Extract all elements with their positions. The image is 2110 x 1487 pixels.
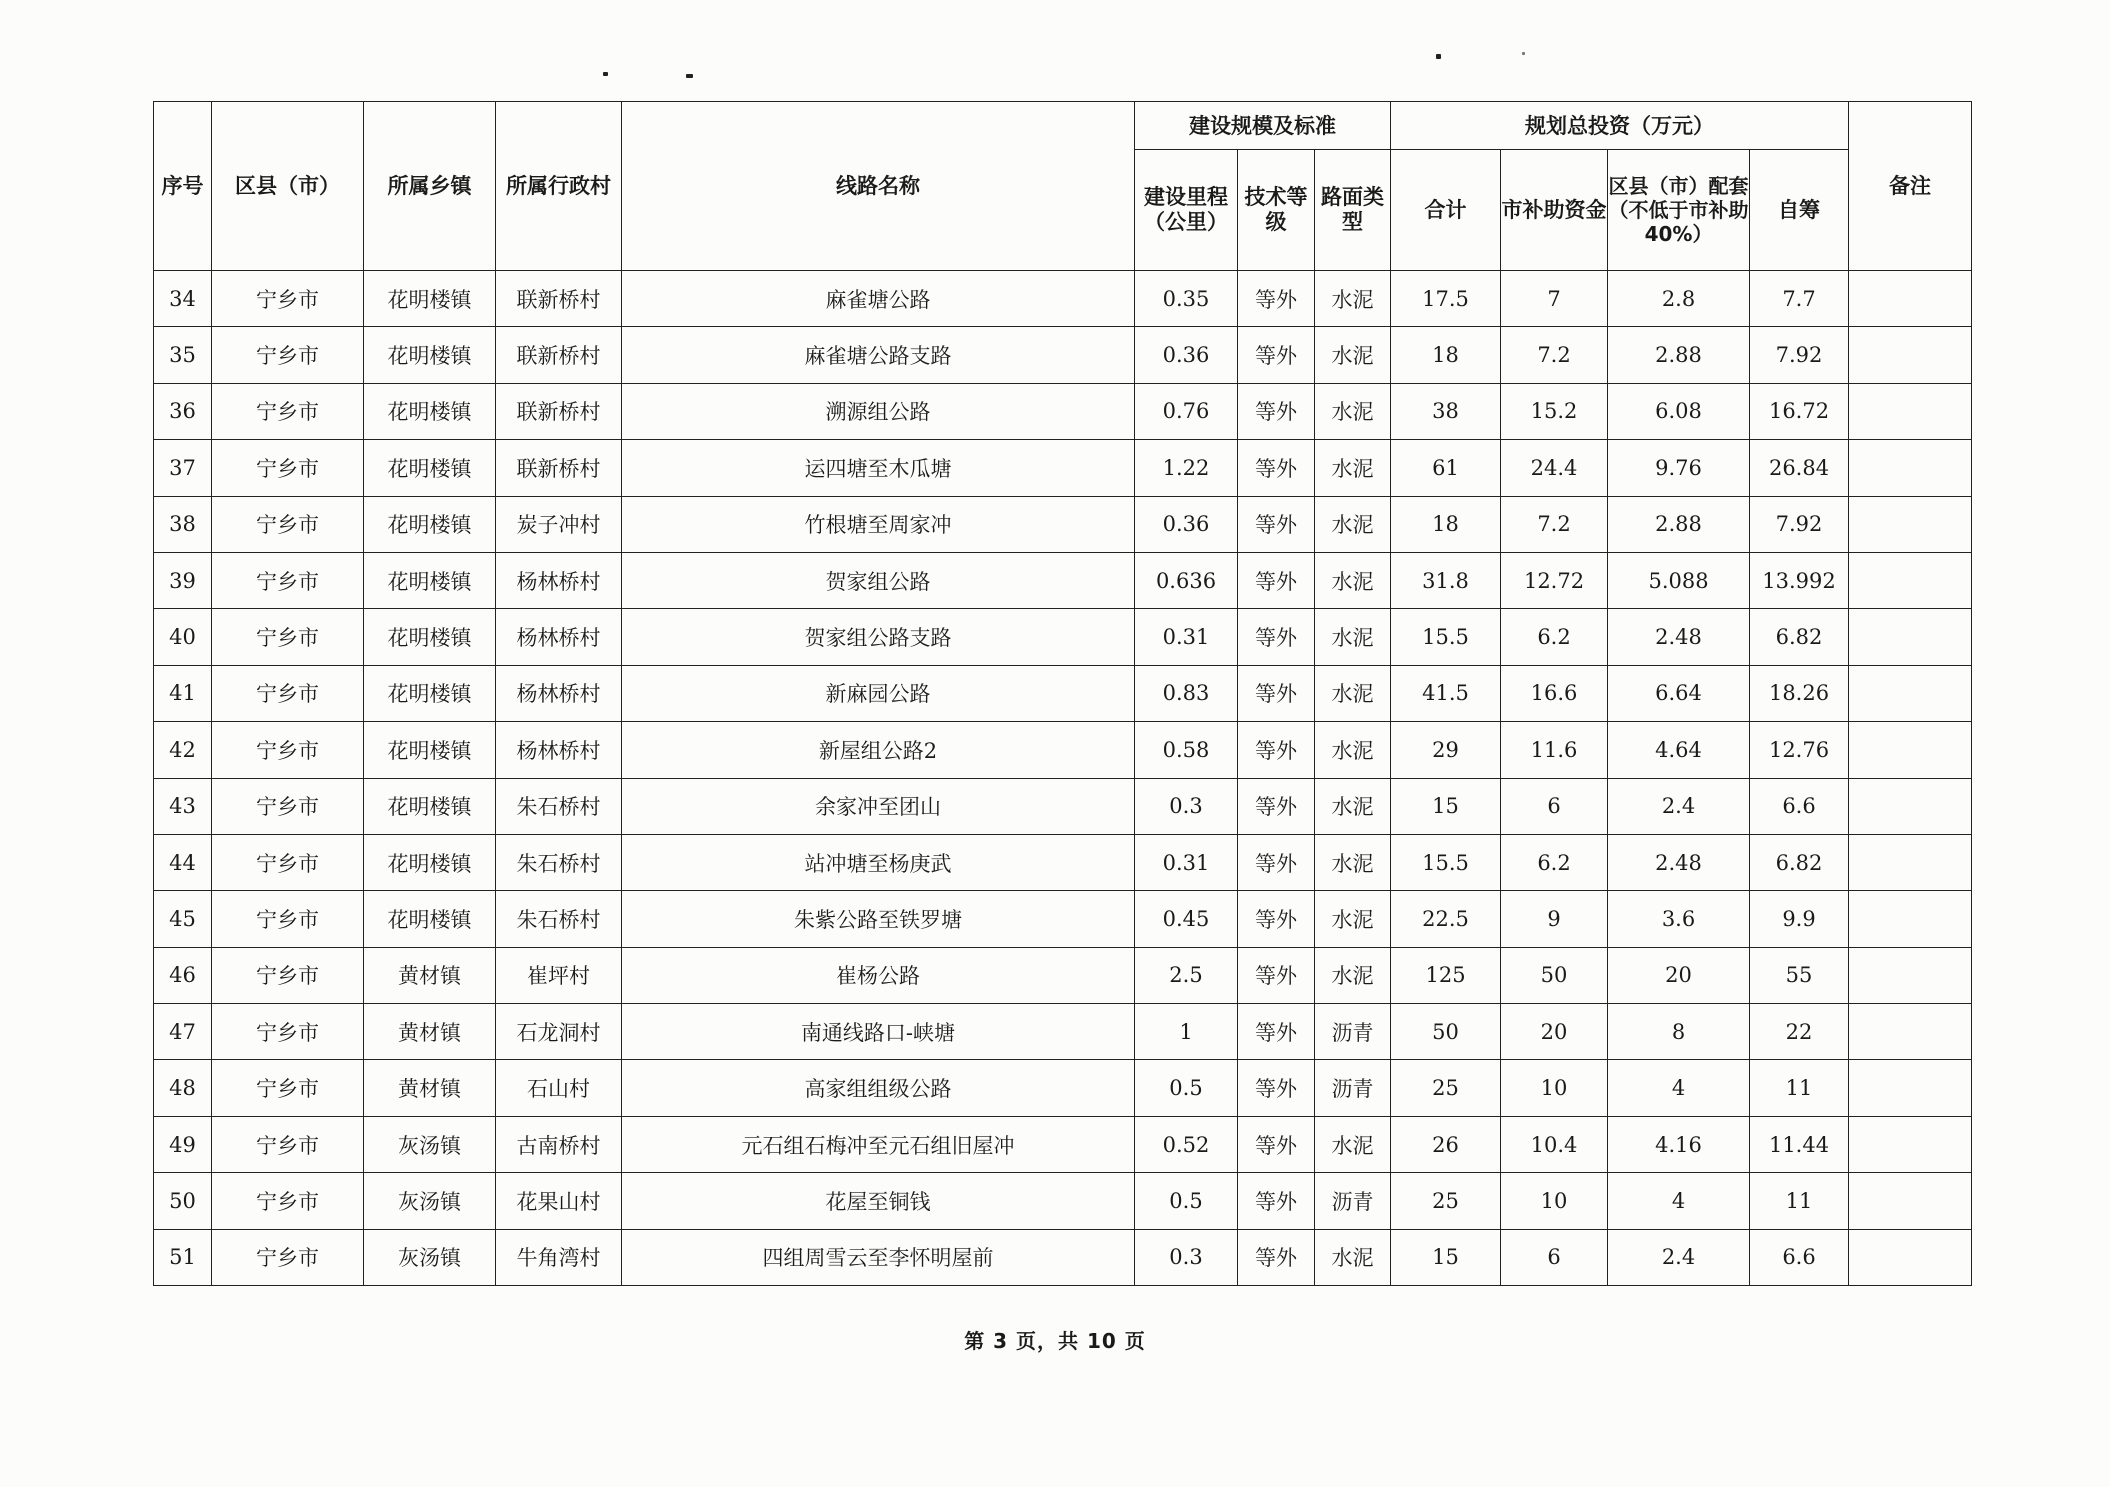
cell-total: 31.8 [1391,552,1501,608]
cell-road: 南通线路口-峡塘 [622,1004,1135,1060]
cell-self: 6.6 [1750,778,1849,834]
cell-city: 6.2 [1501,834,1608,890]
table-row [154,496,1972,552]
table-row [154,1229,1972,1285]
cell-self: 26.84 [1750,440,1849,496]
cell-match: 2.48 [1608,609,1750,665]
header-seq: 序号 [154,102,212,271]
cell-town: 花明楼镇 [364,383,496,439]
cell-village: 炭子冲村 [496,496,622,552]
cell-seq: 48 [154,1060,212,1116]
cell-surface: 沥青 [1315,1173,1391,1229]
cell-grade: 等外 [1238,1229,1315,1285]
cell-seq: 50 [154,1173,212,1229]
cell-village: 杨林桥村 [496,665,622,721]
cell-length: 0.31 [1135,609,1238,665]
cell-note [1849,891,1972,947]
cell-city: 10 [1501,1060,1608,1116]
cell-self: 11.44 [1750,1116,1849,1172]
cell-county: 宁乡市 [212,778,364,834]
header-self-raised: 自筹 [1750,150,1849,271]
cell-road: 麻雀塘公路支路 [622,327,1135,383]
cell-road: 贺家组公路支路 [622,609,1135,665]
cell-surface: 水泥 [1315,947,1391,1003]
cell-city: 12.72 [1501,552,1608,608]
table-row [154,1060,1972,1116]
cell-surface: 水泥 [1315,552,1391,608]
cell-surface: 水泥 [1315,383,1391,439]
cell-city: 24.4 [1501,440,1608,496]
cell-total: 125 [1391,947,1501,1003]
cell-self: 7.92 [1750,327,1849,383]
cell-self: 55 [1750,947,1849,1003]
cell-seq: 41 [154,665,212,721]
cell-grade: 等外 [1238,665,1315,721]
cell-grade: 等外 [1238,609,1315,665]
cell-town: 花明楼镇 [364,271,496,327]
cell-match: 20 [1608,947,1750,1003]
cell-self: 6.82 [1750,609,1849,665]
cell-match: 4.64 [1608,722,1750,778]
cell-seq: 37 [154,440,212,496]
cell-length: 0.45 [1135,891,1238,947]
cell-self: 18.26 [1750,665,1849,721]
cell-town: 灰汤镇 [364,1116,496,1172]
cell-match: 2.48 [1608,834,1750,890]
cell-surface: 水泥 [1315,609,1391,665]
cell-village: 石山村 [496,1060,622,1116]
cell-note [1849,947,1972,1003]
cell-match: 2.8 [1608,271,1750,327]
cell-total: 61 [1391,440,1501,496]
cell-road: 站冲塘至杨庚武 [622,834,1135,890]
cell-village: 联新桥村 [496,383,622,439]
cell-city: 10.4 [1501,1116,1608,1172]
cell-length: 0.5 [1135,1173,1238,1229]
cell-total: 25 [1391,1173,1501,1229]
cell-town: 花明楼镇 [364,665,496,721]
cell-road: 朱紫公路至铁罗塘 [622,891,1135,947]
table-body [154,271,1972,1286]
header-length: 建设里程（公里） [1135,150,1238,271]
cell-note [1849,609,1972,665]
cell-city: 7.2 [1501,327,1608,383]
cell-town: 灰汤镇 [364,1173,496,1229]
cell-seq: 34 [154,271,212,327]
cell-seq: 45 [154,891,212,947]
cell-length: 0.3 [1135,1229,1238,1285]
page-number: 第 3 页，共 10 页 [964,1329,1146,1353]
cell-road: 新屋组公路2 [622,722,1135,778]
cell-total: 17.5 [1391,271,1501,327]
cell-seq: 42 [154,722,212,778]
cell-grade: 等外 [1238,1004,1315,1060]
header-road-name: 线路名称 [622,102,1135,271]
cell-city: 7.2 [1501,496,1608,552]
cell-total: 15.5 [1391,834,1501,890]
cell-self: 12.76 [1750,722,1849,778]
cell-seq: 46 [154,947,212,1003]
header-scale-group: 建设规模及标准 [1135,102,1391,150]
cell-total: 18 [1391,496,1501,552]
cell-village: 朱石桥村 [496,778,622,834]
cell-seq: 36 [154,383,212,439]
cell-surface: 水泥 [1315,496,1391,552]
cell-note [1849,271,1972,327]
cell-county: 宁乡市 [212,383,364,439]
cell-length: 0.83 [1135,665,1238,721]
cell-city: 6 [1501,778,1608,834]
cell-town: 黄材镇 [364,1060,496,1116]
table-row [154,947,1972,1003]
cell-note [1849,440,1972,496]
cell-total: 26 [1391,1116,1501,1172]
cell-village: 杨林桥村 [496,552,622,608]
cell-county: 宁乡市 [212,1229,364,1285]
cell-total: 22.5 [1391,891,1501,947]
cell-village: 崔坪村 [496,947,622,1003]
cell-seq: 38 [154,496,212,552]
cell-self: 16.72 [1750,383,1849,439]
cell-surface: 沥青 [1315,1060,1391,1116]
cell-self: 6.82 [1750,834,1849,890]
cell-city: 9 [1501,891,1608,947]
header-village: 所属行政村 [496,102,622,271]
cell-road: 竹根塘至周家冲 [622,496,1135,552]
cell-total: 50 [1391,1004,1501,1060]
cell-length: 1.22 [1135,440,1238,496]
table-row [154,891,1972,947]
cell-grade: 等外 [1238,778,1315,834]
cell-village: 朱石桥村 [496,891,622,947]
cell-road: 运四塘至木瓜塘 [622,440,1135,496]
cell-note [1849,1229,1972,1285]
cell-total: 15 [1391,778,1501,834]
header-surface: 路面类型 [1315,150,1391,271]
cell-seq: 49 [154,1116,212,1172]
cell-grade: 等外 [1238,383,1315,439]
scan-speck [1436,54,1441,59]
cell-village: 联新桥村 [496,271,622,327]
cell-road: 余家冲至团山 [622,778,1135,834]
cell-county: 宁乡市 [212,1116,364,1172]
cell-city: 6 [1501,1229,1608,1285]
table-row [154,1173,1972,1229]
table-row [154,609,1972,665]
table-row [154,383,1972,439]
cell-match: 2.4 [1608,778,1750,834]
cell-village: 联新桥村 [496,440,622,496]
cell-town: 黄材镇 [364,947,496,1003]
header-county-match: 区县（市）配套（不低于市补助40%） [1608,150,1750,271]
cell-total: 15 [1391,1229,1501,1285]
cell-road: 花屋至铜钱 [622,1173,1135,1229]
cell-county: 宁乡市 [212,271,364,327]
cell-length: 0.36 [1135,327,1238,383]
cell-seq: 51 [154,1229,212,1285]
cell-note [1849,552,1972,608]
scan-speck [686,74,693,78]
cell-county: 宁乡市 [212,665,364,721]
cell-grade: 等外 [1238,947,1315,1003]
scan-speck [603,72,608,76]
cell-note [1849,383,1972,439]
cell-match: 6.08 [1608,383,1750,439]
cell-length: 0.58 [1135,722,1238,778]
cell-seq: 43 [154,778,212,834]
cell-match: 9.76 [1608,440,1750,496]
cell-length: 0.5 [1135,1060,1238,1116]
cell-town: 花明楼镇 [364,496,496,552]
cell-self: 7.92 [1750,496,1849,552]
table-row [154,834,1972,890]
cell-village: 朱石桥村 [496,834,622,890]
cell-town: 花明楼镇 [364,440,496,496]
table-row [154,722,1972,778]
header-city-subsidy: 市补助资金 [1501,150,1608,271]
cell-match: 3.6 [1608,891,1750,947]
cell-match: 4 [1608,1173,1750,1229]
header-remarks: 备注 [1849,102,1972,271]
cell-grade: 等外 [1238,1060,1315,1116]
header-town: 所属乡镇 [364,102,496,271]
cell-surface: 沥青 [1315,1004,1391,1060]
cell-surface: 水泥 [1315,722,1391,778]
cell-self: 9.9 [1750,891,1849,947]
cell-note [1849,722,1972,778]
cell-seq: 35 [154,327,212,383]
cell-county: 宁乡市 [212,947,364,1003]
cell-county: 宁乡市 [212,1060,364,1116]
cell-self: 22 [1750,1004,1849,1060]
cell-town: 花明楼镇 [364,552,496,608]
cell-town: 花明楼镇 [364,609,496,665]
cell-surface: 水泥 [1315,1116,1391,1172]
table-row [154,440,1972,496]
cell-county: 宁乡市 [212,496,364,552]
cell-grade: 等外 [1238,834,1315,890]
cell-town: 花明楼镇 [364,834,496,890]
cell-grade: 等外 [1238,496,1315,552]
cell-match: 6.64 [1608,665,1750,721]
cell-match: 2.4 [1608,1229,1750,1285]
cell-road: 元石组石梅冲至元石组旧屋冲 [622,1116,1135,1172]
cell-county: 宁乡市 [212,891,364,947]
cell-total: 29 [1391,722,1501,778]
cell-surface: 水泥 [1315,271,1391,327]
cell-self: 13.992 [1750,552,1849,608]
cell-surface: 水泥 [1315,891,1391,947]
cell-length: 0.76 [1135,383,1238,439]
cell-town: 花明楼镇 [364,327,496,383]
cell-city: 50 [1501,947,1608,1003]
cell-note [1849,1116,1972,1172]
cell-road: 麻雀塘公路 [622,271,1135,327]
cell-county: 宁乡市 [212,1173,364,1229]
cell-total: 15.5 [1391,609,1501,665]
cell-length: 0.52 [1135,1116,1238,1172]
cell-length: 2.5 [1135,947,1238,1003]
cell-grade: 等外 [1238,552,1315,608]
cell-village: 杨林桥村 [496,722,622,778]
cell-grade: 等外 [1238,327,1315,383]
cell-match: 5.088 [1608,552,1750,608]
cell-grade: 等外 [1238,271,1315,327]
cell-grade: 等外 [1238,722,1315,778]
cell-village: 杨林桥村 [496,609,622,665]
cell-village: 花果山村 [496,1173,622,1229]
table-row [154,778,1972,834]
cell-match: 2.88 [1608,496,1750,552]
cell-surface: 水泥 [1315,1229,1391,1285]
cell-county: 宁乡市 [212,609,364,665]
cell-county: 宁乡市 [212,440,364,496]
cell-city: 11.6 [1501,722,1608,778]
cell-grade: 等外 [1238,440,1315,496]
cell-road: 四组周雪云至李怀明屋前 [622,1229,1135,1285]
cell-note [1849,1004,1972,1060]
cell-total: 18 [1391,327,1501,383]
table-row [154,327,1972,383]
cell-surface: 水泥 [1315,778,1391,834]
cell-village: 牛角湾村 [496,1229,622,1285]
cell-note [1849,1060,1972,1116]
cell-seq: 44 [154,834,212,890]
cell-city: 20 [1501,1004,1608,1060]
header-county: 区县（市） [212,102,364,271]
cell-city: 16.6 [1501,665,1608,721]
header-grade: 技术等级 [1238,150,1315,271]
table-row [154,1004,1972,1060]
cell-grade: 等外 [1238,1116,1315,1172]
cell-seq: 47 [154,1004,212,1060]
cell-town: 黄材镇 [364,1004,496,1060]
cell-city: 6.2 [1501,609,1608,665]
cell-note [1849,1173,1972,1229]
scan-speck [1522,52,1525,55]
cell-county: 宁乡市 [212,834,364,890]
cell-city: 15.2 [1501,383,1608,439]
cell-road: 高家组组级公路 [622,1060,1135,1116]
cell-road: 溯源组公路 [622,383,1135,439]
cell-note [1849,327,1972,383]
cell-note [1849,834,1972,890]
cell-surface: 水泥 [1315,834,1391,890]
cell-note [1849,665,1972,721]
cell-length: 1 [1135,1004,1238,1060]
cell-county: 宁乡市 [212,327,364,383]
cell-county: 宁乡市 [212,1004,364,1060]
cell-length: 0.636 [1135,552,1238,608]
cell-total: 38 [1391,383,1501,439]
cell-county: 宁乡市 [212,552,364,608]
table-row [154,665,1972,721]
cell-length: 0.36 [1135,496,1238,552]
cell-length: 0.3 [1135,778,1238,834]
table-row [154,552,1972,608]
cell-town: 灰汤镇 [364,1229,496,1285]
cell-seq: 40 [154,609,212,665]
cell-road: 崔杨公路 [622,947,1135,1003]
cell-match: 4 [1608,1060,1750,1116]
cell-county: 宁乡市 [212,722,364,778]
cell-self: 6.6 [1750,1229,1849,1285]
cell-note [1849,496,1972,552]
cell-self: 7.7 [1750,271,1849,327]
cell-surface: 水泥 [1315,665,1391,721]
cell-town: 花明楼镇 [364,722,496,778]
cell-total: 41.5 [1391,665,1501,721]
cell-note [1849,778,1972,834]
cell-village: 联新桥村 [496,327,622,383]
cell-match: 8 [1608,1004,1750,1060]
header-row-1 [154,102,1972,150]
header-total: 合计 [1391,150,1501,271]
road-plan-table [153,101,1972,1286]
cell-match: 4.16 [1608,1116,1750,1172]
cell-city: 7 [1501,271,1608,327]
cell-self: 11 [1750,1060,1849,1116]
cell-road: 贺家组公路 [622,552,1135,608]
cell-town: 花明楼镇 [364,891,496,947]
cell-match: 2.88 [1608,327,1750,383]
cell-self: 11 [1750,1173,1849,1229]
cell-seq: 39 [154,552,212,608]
cell-city: 10 [1501,1173,1608,1229]
cell-grade: 等外 [1238,1173,1315,1229]
header-invest-group: 规划总投资（万元） [1391,102,1849,150]
cell-surface: 水泥 [1315,440,1391,496]
cell-grade: 等外 [1238,891,1315,947]
cell-length: 0.35 [1135,271,1238,327]
table-row [154,271,1972,327]
cell-road: 新麻园公路 [622,665,1135,721]
cell-surface: 水泥 [1315,327,1391,383]
cell-total: 25 [1391,1060,1501,1116]
cell-village: 石龙洞村 [496,1004,622,1060]
cell-length: 0.31 [1135,834,1238,890]
cell-village: 古南桥村 [496,1116,622,1172]
cell-town: 花明楼镇 [364,778,496,834]
table-row [154,1116,1972,1172]
